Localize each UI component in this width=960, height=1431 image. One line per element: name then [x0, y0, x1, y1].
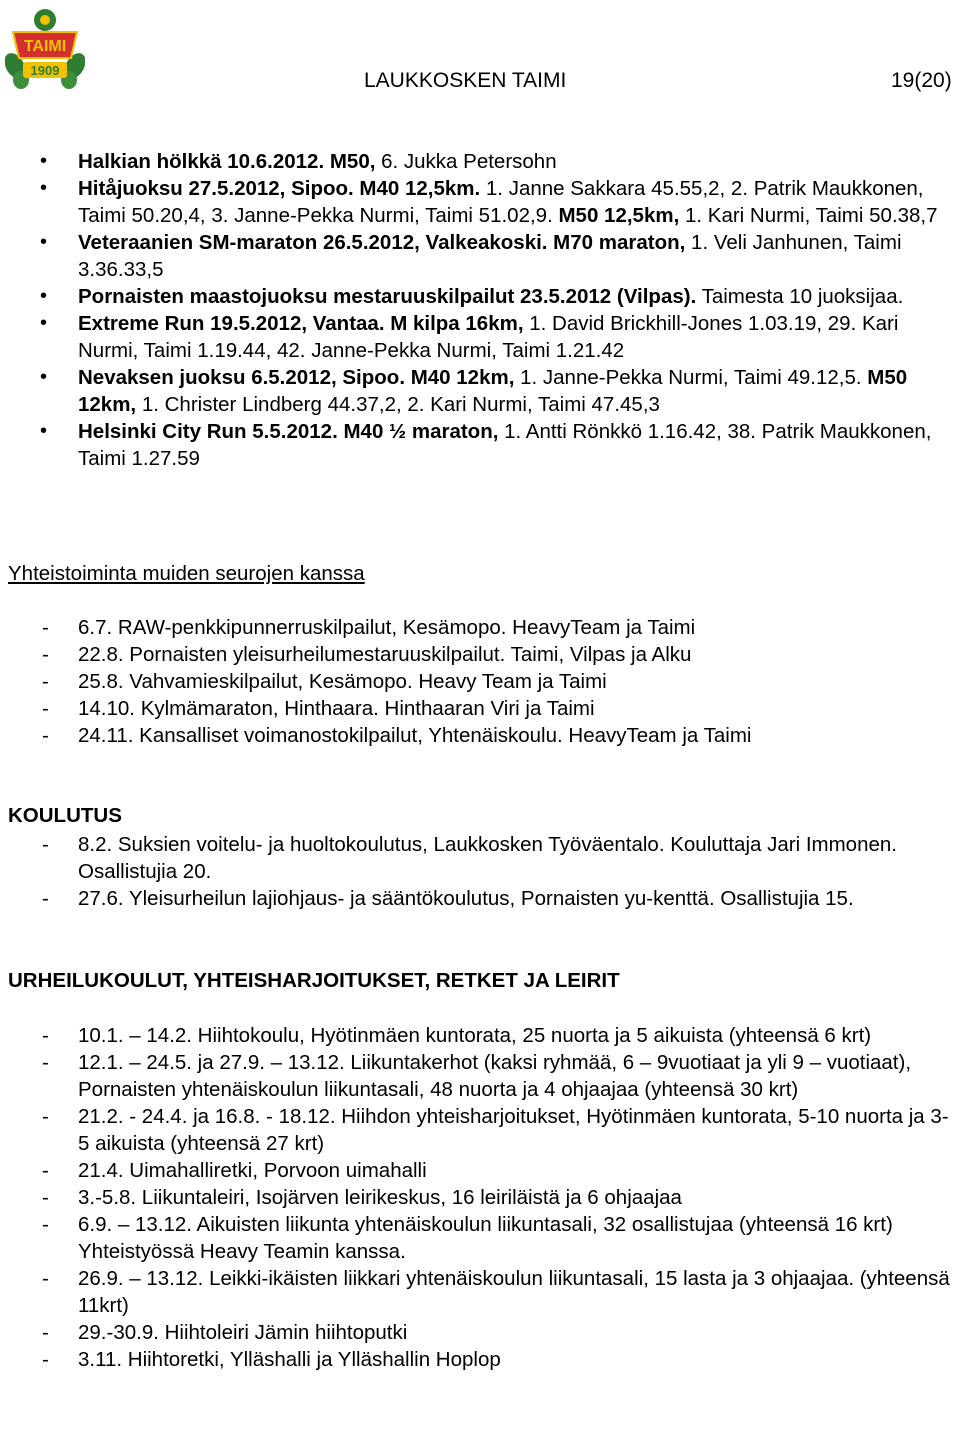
koulutus-section [8, 831, 952, 912]
cooperation-list [8, 614, 952, 749]
result-detail: 1. Veli Janhunen, Taimi 3.36.33,5 [78, 231, 902, 281]
result-item [8, 364, 952, 418]
cooperation-item: - 24.11. Kansalliset voimanostokilpailut, Yhtenäiskoulu. HeavyTeam ja Taimi [8, 722, 952, 749]
logo-text: TAIMI [23, 38, 67, 55]
cooperation-section [8, 614, 952, 749]
urheilukoulut-item: - 21.4. Uimahalliretki, Porvoon uimahalli [8, 1157, 952, 1184]
result-item [8, 310, 952, 364]
result-detail: 6. Jukka Petersohn [375, 150, 557, 173]
result-item [8, 229, 952, 283]
result-detail: 1. Antti Rönkkö 1.16.42, 38. Patrik Maukkonen, Taimi 1.27.59 [78, 420, 932, 470]
urheilukoulut-item: - 12.1. – 24.5. ja 27.9. – 13.12. Liikuntakerhot (kaksi ryhmää, 6 – 9vuotiaat ja yli 9 – vuotiaat), Pornaisten yhtenäiskoulun liikuntasali, 48 nuorta ja 4 ohjaajaa (yhteensä 30 krt) [8, 1049, 952, 1103]
koulutus-item: - 27.6. Yleisurheilun lajiohjaus- ja sääntökoulutus, Pornaisten yu-kenttä. Osallistujia 15. [8, 885, 952, 912]
urheilukoulut-item: - 3.-5.8. Liikuntaleiri, Isojärven leirikeskus, 16 leiriläistä ja 6 ohjaajaa [8, 1184, 952, 1211]
page-title: LAUKKOSKEN TAIMI [364, 69, 567, 92]
result-detail: 1. Janne-Pekka Nurmi, Taimi 49.12,5. [514, 366, 862, 389]
club-logo [5, 6, 85, 90]
urheilukoulut-item: - 29.-30.9. Hiihtoleiri Jämin hiihtoputki [8, 1319, 952, 1346]
urheilukoulut-heading-wrap [8, 967, 952, 994]
urheilukoulut-item: - 26.9. – 13.12. Leikki-ikäisten liikkari yhtenäiskoulun liikuntasali, 15 lasta ja 3 ohjaajaa. (yhteensä 11krt) [8, 1265, 952, 1319]
results-list [8, 148, 952, 472]
urheilukoulut-section [8, 1022, 952, 1373]
urheilukoulut-item: - 21.2. - 24.4. ja 16.8. - 18.12. Hiihdon yhteisharjoitukset, Hyötinmäen kuntorata, 5-10 nuorta ja 3-5 aikuista (yhteensä 27 krt) [8, 1103, 952, 1157]
cooperation-item: - 6.7. RAW-penkkipunnerruskilpailut, Kesämopo. HeavyTeam ja Taimi [8, 614, 952, 641]
koulutus-item: - 8.2. Suksien voitelu- ja huoltokoulutus, Laukkosken Työväentalo. Kouluttaja Jari Immonen. Osallistujia 20. [8, 831, 952, 885]
result-event: Nevaksen juoksu 6.5.2012, Sipoo. M40 12km, [78, 366, 515, 389]
result-detail: 1. Christer Lindberg 44.37,2, 2. Kari Nurmi, Taimi 47.45,3 [136, 393, 660, 416]
result-event: Hitåjuoksu 27.5.2012, Sipoo. M40 12,5km. [78, 177, 481, 200]
result-event: M50 12km, [78, 366, 908, 416]
logo-year: 1909 [30, 63, 60, 78]
result-item [8, 418, 952, 472]
result-item [8, 283, 952, 310]
results-section [8, 148, 952, 472]
result-event: Pornaisten maastojuoksu mestaruuskilpailut 23.5.2012 (Vilpas). [78, 285, 697, 308]
result-event: Veteraanien SM-maraton 26.5.2012, Valkeakoski. M70 maraton, [78, 231, 686, 254]
result-detail: 1. Kari Nurmi, Taimi 50.38,7 [679, 204, 938, 227]
result-event: Helsinki City Run 5.5.2012. M40 ½ maraton, [78, 420, 499, 443]
cooperation-heading-wrap [8, 560, 952, 587]
urheilukoulut-list [8, 1022, 952, 1373]
koulutus-list [8, 831, 952, 912]
page-number: 19(20) [891, 69, 952, 92]
result-item [8, 175, 952, 229]
result-event: Extreme Run 19.5.2012, Vantaa. M kilpa 16km, [78, 312, 524, 335]
cooperation-heading: Yhteistoiminta muiden seurojen kanssa [8, 562, 365, 585]
urheilukoulut-item: - 6.9. – 13.12. Aikuisten liikunta yhtenäiskoulun liikuntasali, 32 osallistujaa (yhteensä 16 krt) Yhteistyössä Heavy Teamin kanssa. [8, 1211, 952, 1265]
result-detail: 1. Janne Sakkara 45.55,2, 2. Patrik Maukkonen, Taimi 50.20,4, 3. Janne-Pekka Nurmi, Taimi 51.02,9. [78, 177, 924, 227]
cog-emblem [34, 9, 56, 31]
result-event: M50 12,5km, [552, 204, 680, 227]
cooperation-item: - 22.8. Pornaisten yleisurheilumestaruuskilpailut. Taimi, Vilpas ja Alku [8, 641, 952, 668]
cooperation-item: - 14.10. Kylmämaraton, Hinthaara. Hinthaaran Viri ja Taimi [8, 695, 952, 722]
result-detail: 1. David Brickhill-Jones 1.03.19, 29. Kari Nurmi, Taimi 1.19.44, 42. Janne-Pekka Nurmi, Taimi 1.21.42 [78, 312, 899, 362]
koulutus-heading: KOULUTUS [8, 804, 122, 827]
result-detail: Taimesta 10 juoksijaa. [696, 285, 904, 308]
urheilukoulut-item: - 3.11. Hiihtoretki, Ylläshalli ja Ylläshallin Hoplop [8, 1346, 952, 1373]
result-item [8, 148, 952, 175]
cooperation-item: - 25.8. Vahvamieskilpailut, Kesämopo. Heavy Team ja Taimi [8, 668, 952, 695]
result-event: Halkian hölkkä 10.6.2012. M50, [78, 150, 376, 173]
urheilukoulut-item: - 10.1. – 14.2. Hiihtokoulu, Hyötinmäen kuntorata, 25 nuorta ja 5 aikuista (yhteensä 6 krt) [8, 1022, 952, 1049]
urheilukoulut-heading: URHEILUKOULUT, YHTEISHARJOITUKSET, RETKET JA LEIRIT [8, 969, 620, 992]
koulutus-heading-wrap [8, 802, 952, 829]
